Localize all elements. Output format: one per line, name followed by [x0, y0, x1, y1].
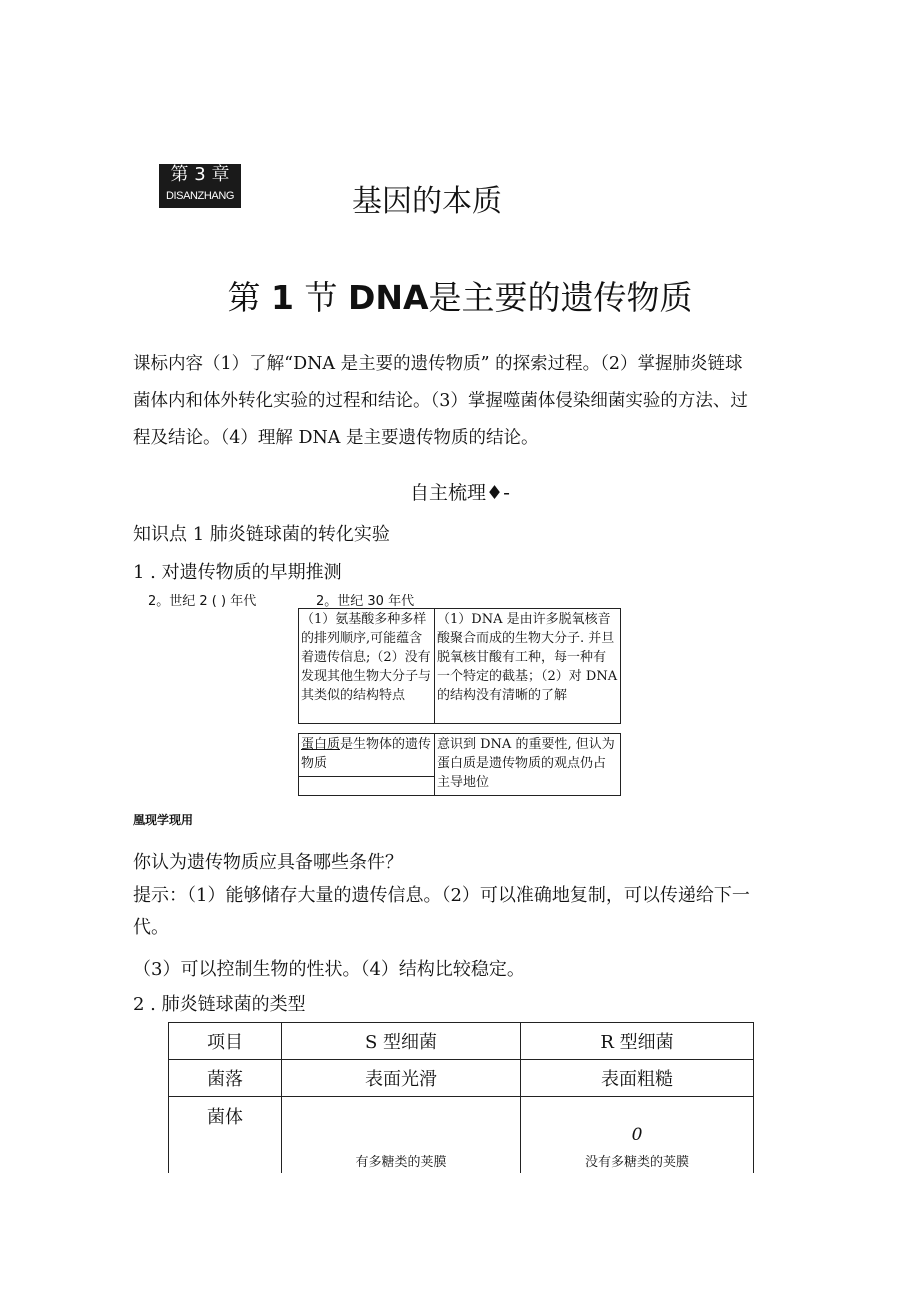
early-hypothesis-table	[298, 608, 621, 724]
item-2-heading: 2 . 肺炎链球菌的类型	[133, 994, 306, 1015]
chapter-badge-text: 第 3 章	[170, 164, 230, 185]
curriculum-line-3: 程及结论。（4）理解 DNA 是主要遗传物质的结论。	[133, 428, 539, 448]
table-cell: 菌体	[169, 1097, 282, 1173]
table-row	[299, 734, 621, 777]
conclusion-table	[298, 733, 621, 796]
table-row	[169, 1023, 754, 1060]
r-bacteria-caption: 没有多糖类的荚膜	[584, 1154, 689, 1170]
era-label-left: 2。世纪 2 ( ) 年代	[148, 594, 257, 609]
section-prefix: 第	[227, 278, 261, 317]
section-title	[0, 272, 920, 319]
table-cell: （1）氨基酸多种多样的排列顺序,可能蕴含着遗传信息;（2）没有发现其他生物大分子与其类似的结构特点	[299, 609, 435, 724]
table-cell	[521, 1097, 754, 1173]
table-row	[299, 609, 621, 724]
table-cell: 菌落	[169, 1060, 282, 1097]
curriculum-paragraph	[133, 346, 793, 457]
era-label-right: 2。世纪 30 年代	[316, 594, 415, 609]
table-cell: （1）DNA 是由许多脱氧核音酸聚合而成的生物大分子. 并旦脱氧核甘酸有工种，每一种有一个特定的截基；（2）对 DNA 的结构没有清晰的了解	[435, 609, 621, 724]
chapter-title: 基因的本质	[352, 184, 502, 219]
self-study-heading: 自主梳理♦-	[410, 482, 510, 504]
table-cell: 表面粗糙	[521, 1060, 754, 1097]
table-header-cell: R 型细菌	[521, 1023, 754, 1060]
apply-heading: 凰现学现用	[133, 813, 194, 827]
bacteria-type-table	[168, 1022, 754, 1173]
table-header-cell: 项目	[169, 1023, 282, 1060]
s-bacteria-glyph	[283, 1125, 519, 1151]
hint-line-2: 代。	[133, 917, 169, 938]
section-number: 1	[270, 278, 294, 317]
protein-text: 是生物体的遗传物质	[301, 737, 432, 771]
question-text: 你认为遗传物质应具备哪些条件？	[133, 852, 403, 873]
table-row	[169, 1060, 754, 1097]
table-cell: 意识到 DNA 的重要性, 但认为蛋白质是遗传物质的观点仍占主导地位	[435, 734, 621, 796]
curriculum-line-1: 课标内容（1）了解“DNA 是主要的遗传物质” 的探索过程。（2）掌握肺炎链球	[133, 354, 743, 374]
item-1-heading: 1 . 对遗传物质的早期推测	[133, 562, 342, 583]
table-cell	[299, 734, 435, 777]
table-cell	[299, 777, 435, 796]
section-term: DNA	[347, 278, 429, 317]
table-row	[169, 1097, 754, 1173]
section-rest: 是主要的遗传物质	[428, 278, 693, 317]
knowledge-point-heading: 知识点 1 肺炎链球菌的转化实验	[133, 524, 390, 545]
chapter-badge-pinyin: DISANZHANG	[165, 190, 235, 202]
table-header-cell: S 型细菌	[282, 1023, 521, 1060]
hint-line-3: （3）可以控制生物的性状。（4）结构比较稳定。	[133, 959, 525, 980]
table-cell	[282, 1097, 521, 1173]
section-mid: 节	[304, 278, 338, 317]
hint-line-1: 提示：（1）能够储存大量的遗传信息。（2）可以准确地复制，可以传递给下一	[133, 885, 750, 906]
protein-term: 蛋白质	[301, 737, 341, 752]
table-cell: 表面光滑	[282, 1060, 521, 1097]
r-bacteria-glyph: 0	[631, 1124, 643, 1145]
s-bacteria-caption: 有多糖类的荚膜	[355, 1154, 447, 1170]
chapter-badge	[159, 164, 241, 208]
curriculum-line-2: 菌体内和体外转化实验的过程和结论。（3）掌握噬菌体侵染细菌实验的方法、过	[133, 391, 748, 411]
hint-block	[133, 880, 793, 986]
